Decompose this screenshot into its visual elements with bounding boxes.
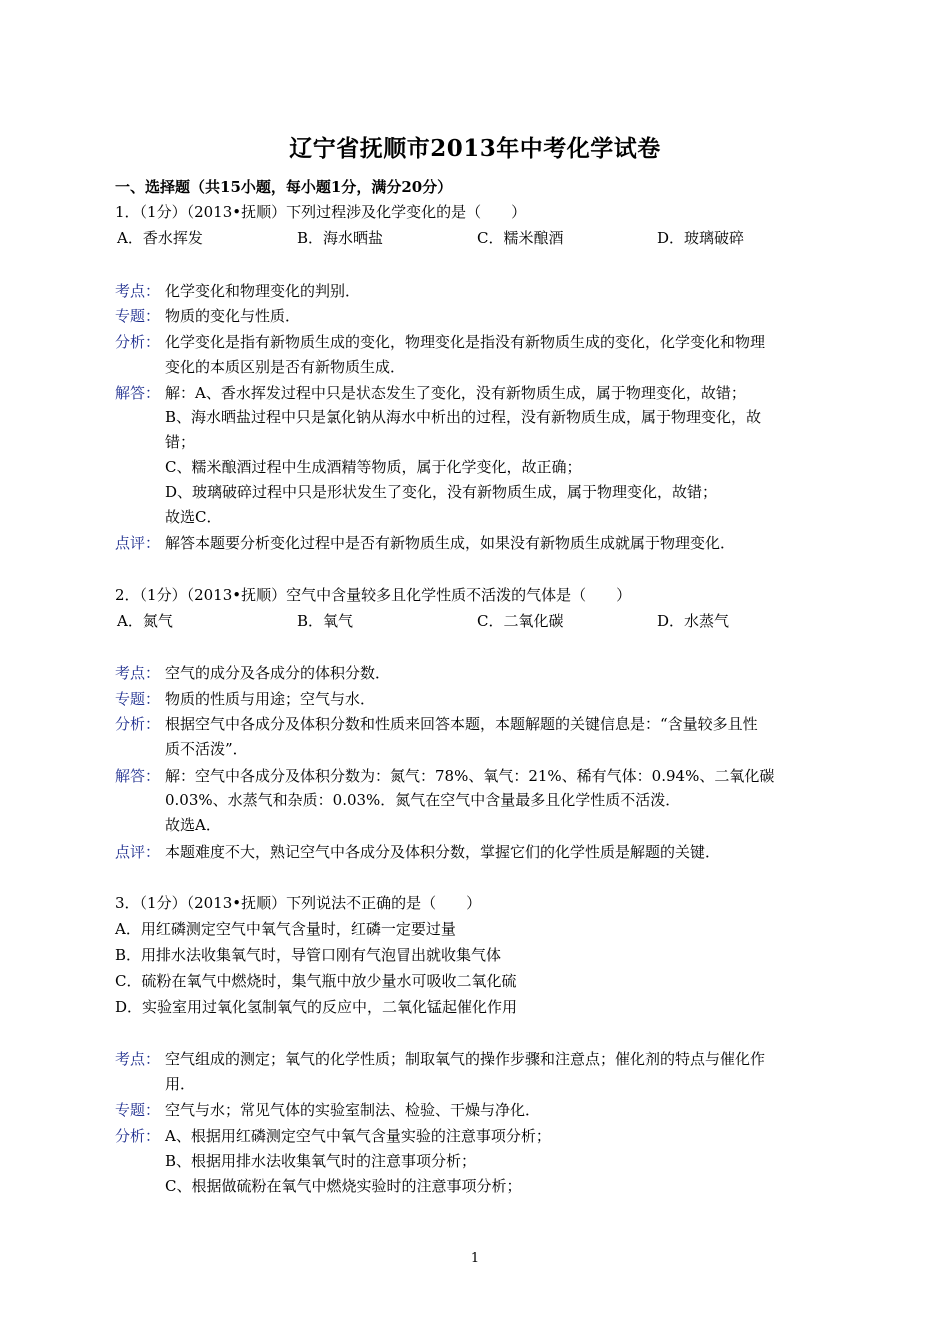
- q2-stem: 2．（1分）（2013•抚顺）空气中含量较多且化学性质不活泼的气体是（ ）: [115, 586, 632, 604]
- q2-jieda-line: 0.03%、水蒸气和杂质：0.03%．氮气在空气中含量最多且化学性质不活泼．: [165, 791, 681, 809]
- q3-zhuanti-label: 专题：: [115, 1101, 161, 1119]
- q1-kaodian-label: 考点：: [115, 282, 161, 300]
- q1-jieda-line: 故选C．: [165, 508, 222, 526]
- q1-dianping: 解答本题要分析变化过程中是否有新物质生成，如果没有新物质生成就属于物理变化．: [165, 534, 736, 552]
- q3-kaodian-line: 空气组成的测定；氧气的化学性质；制取氧气的操作步骤和注意点；催化剂的特点与催化作: [165, 1050, 766, 1068]
- q2-jieda-line: 故选A．: [165, 816, 221, 834]
- q1-option-b: B．海水晒盐: [297, 229, 384, 247]
- q3-kaodian-label: 考点：: [115, 1050, 161, 1068]
- q3-option-b: B．用排水法收集氧气时，导管口刚有气泡冒出就收集气体: [115, 946, 502, 964]
- q1-fenxi-label: 分析：: [115, 333, 161, 351]
- q2-option-c: C．二氧化碳: [477, 612, 564, 630]
- q3-stem: 3．（1分）（2013•抚顺）下列说法不正确的是（ ）: [115, 894, 482, 912]
- q3-option-a: A．用红磷测定空气中氧气含量时，红磷一定要过量: [115, 920, 456, 938]
- q1-jieda-line: D、玻璃破碎过程中只是形状发生了变化，没有新物质生成，属于物理变化，故错；: [165, 483, 718, 501]
- q1-stem: 1．（1分）（2013•抚顺）下列过程涉及化学变化的是（ ）: [115, 203, 527, 221]
- q2-kaodian-label: 考点：: [115, 664, 161, 682]
- q3-option-c: C．硫粉在氧气中燃烧时，集气瓶中放少量水可吸收二氧化硫: [115, 972, 517, 990]
- q2-dianping-label: 点评：: [115, 843, 161, 861]
- q2-kaodian: 空气的成分及各成分的体积分数．: [165, 664, 391, 682]
- q1-jieda-label: 解答：: [115, 384, 161, 402]
- q3-fenxi-label: 分析：: [115, 1127, 161, 1145]
- q1-kaodian: 化学变化和物理变化的判别．: [165, 282, 361, 300]
- q2-jieda-line: 解：空气中各成分及体积分数为：氮气：78%、氧气：21%、稀有气体：0.94%、二氧化碳: [165, 767, 775, 785]
- q1-dianping-label: 点评：: [115, 534, 161, 552]
- q2-fenxi-line: 根据空气中各成分及体积分数和性质来回答本题，本题解题的关键信息是：“含量较多且性: [165, 715, 758, 733]
- q2-option-d: D．水蒸气: [657, 612, 730, 630]
- q2-dianping: 本题难度不大，熟记空气中各成分及体积分数，掌握它们的化学性质是解题的关键．: [165, 843, 721, 861]
- q3-fenxi-line: C、根据做硫粉在氧气中燃烧实验时的注意事项分析；: [165, 1177, 522, 1195]
- q1-fenxi-line: 变化的本质区别是否有新物质生成．: [165, 358, 406, 376]
- q2-fenxi-line: 质不活泼”．: [165, 740, 248, 758]
- q1-jieda-line: 解：A、香水挥发过程中只是状态发生了变化，没有新物质生成，属于物理变化，故错；: [165, 384, 746, 402]
- q2-fenxi-label: 分析：: [115, 715, 161, 733]
- q1-jieda-line: C、糯米酿酒过程中生成酒精等物质，属于化学变化，故正确；: [165, 458, 582, 476]
- q2-jieda-label: 解答：: [115, 767, 161, 785]
- section-heading: 一、选择题（共15小题，每小题1分，满分20分）: [115, 178, 453, 196]
- q1-jieda-line: 错；: [165, 433, 196, 451]
- q2-option-b: B．氧气: [297, 612, 354, 630]
- q1-option-d: D．玻璃破碎: [657, 229, 745, 247]
- document-title: 辽宁省抚顺市2013年中考化学试卷: [289, 135, 661, 162]
- q3-fenxi-line: A、根据用红磷测定空气中氧气含量实验的注意事项分析；: [165, 1127, 551, 1145]
- q1-option-c: C．糯米酿酒: [477, 229, 564, 247]
- q3-fenxi-line: B、根据用排水法收集氧气时的注意事项分析；: [165, 1152, 477, 1170]
- q2-option-a: A．氮气: [117, 612, 173, 630]
- q2-zhuanti: 物质的性质与用途；空气与水．: [165, 690, 376, 708]
- q1-jieda-line: B、海水晒盐过程中只是氯化钠从海水中析出的过程，没有新物质生成，属于物理变化，故: [165, 408, 762, 426]
- q2-zhuanti-label: 专题：: [115, 690, 161, 708]
- page-number: 1: [470, 1251, 480, 1266]
- q3-kaodian-line: 用．: [165, 1075, 196, 1093]
- q1-zhuanti: 物质的变化与性质．: [165, 307, 301, 325]
- q1-fenxi-line: 化学变化是指有新物质生成的变化，物理变化是指没有新物质生成的变化，化学变化和物理: [165, 333, 766, 351]
- q3-zhuanti: 空气与水；常见气体的实验室制法、检验、干燥与净化．: [165, 1101, 541, 1119]
- q3-option-d: D．实验室用过氧化氢制氧气的反应中，二氧化锰起催化作用: [115, 998, 518, 1016]
- q1-option-a: A．香水挥发: [117, 229, 203, 247]
- q1-zhuanti-label: 专题：: [115, 307, 161, 325]
